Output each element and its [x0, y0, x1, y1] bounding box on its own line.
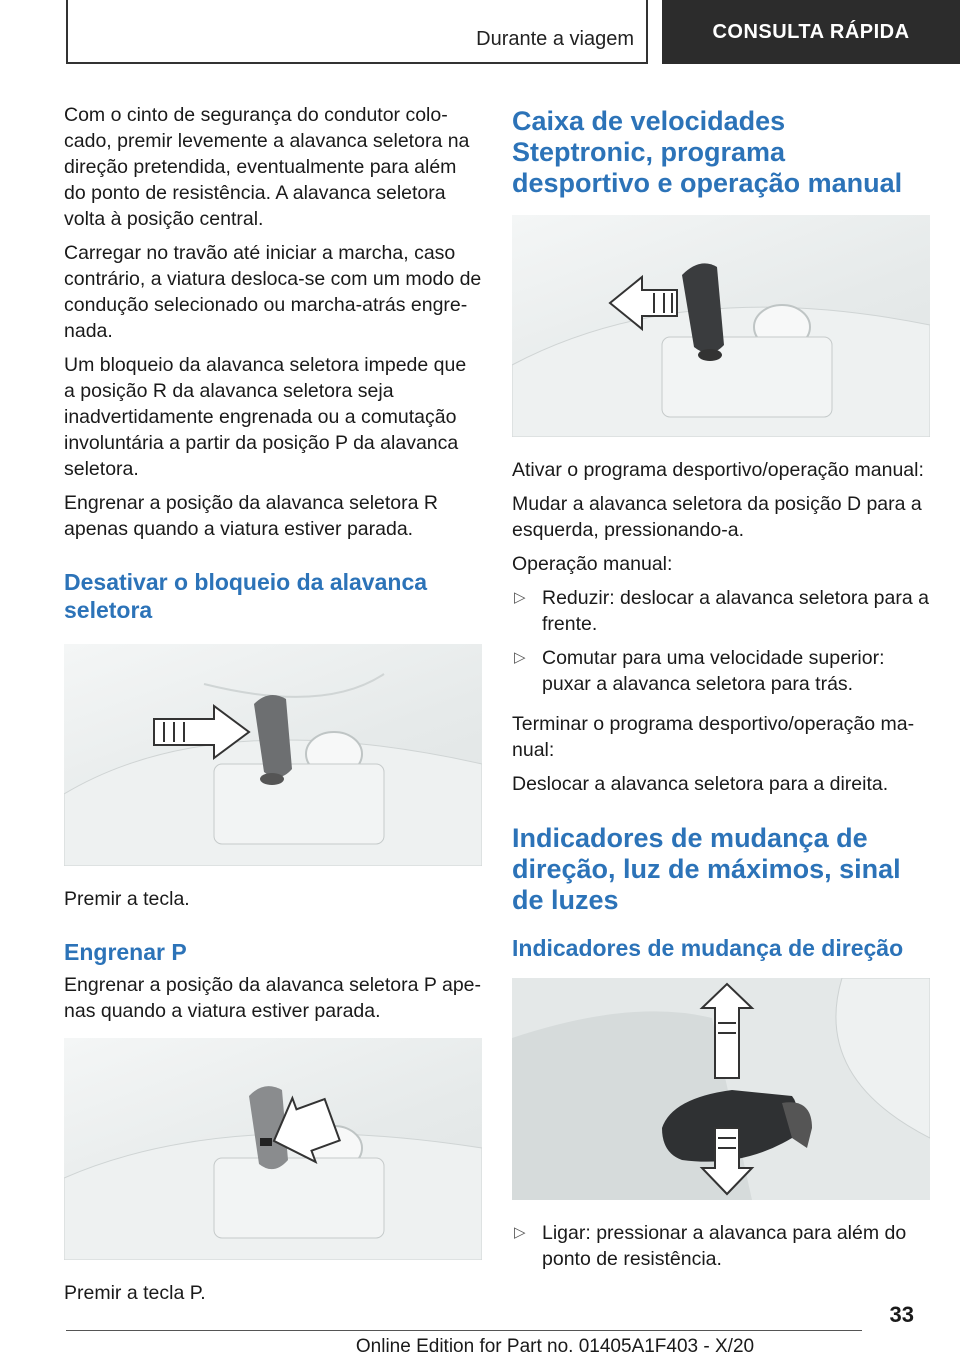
paragraph: Carregar no travão até iniciar a marcha, caso contrário, a viatura desloca-se com um modo de condução selecionado ou marcha-atrás engrenada.	[64, 242, 482, 342]
figure-caption: Premir a tecla P.	[64, 1282, 206, 1304]
left-column	[64, 102, 482, 1314]
heading-unlock-selector: Desativar o bloqueio da alavanca seletora	[64, 569, 428, 623]
list-manual-operation	[512, 585, 930, 697]
figure-caption: Premir a tecla.	[64, 888, 190, 910]
heading-turn-signals: Indicadores de mudança de direção, luz de máximos, sinal de luzes	[512, 823, 901, 915]
paragraph: Um bloqueio da alavanca seletora impede que a posição R da alavanca seletora seja inadvertidamente engrenada ou a comutação involuntária a partir da posição P da alavanca seletora.	[64, 354, 467, 480]
right-column	[512, 102, 930, 1286]
paragraph: Ativar o programa desportivo/operação manual:	[512, 459, 924, 481]
list-item: ▷ Reduzir: deslocar a alavanca seletora para a frente.	[514, 587, 929, 635]
footer-divider	[66, 1330, 862, 1331]
page-number: 33	[889, 1302, 914, 1327]
header-section-title: Durante a viagem	[476, 28, 634, 50]
heading-engage-park: Engrenar P	[64, 939, 187, 965]
paragraph: Operação manual:	[512, 553, 673, 575]
paragraph: Com o cinto de segurança do condutor colocado, premir levemente a alavanca seletora na direção pretendida, eventualmente para além do ponto de resistência. A alavanca seletora volta à posição central.	[64, 104, 470, 230]
paragraph: Deslocar a alavanca seletora para a direita.	[512, 773, 889, 795]
paragraph: Terminar o programa desportivo/operação manual:	[512, 713, 915, 761]
list-item: ▷ Comutar para uma velocidade superior: puxar a alavanca seletora para trás.	[514, 647, 885, 695]
figure-selector-unlock	[64, 644, 482, 866]
list-item: ▷ Ligar: pressionar a alavanca para além do ponto de resistência.	[514, 1222, 907, 1270]
figure-park-button	[64, 1038, 482, 1260]
paragraph: Mudar a alavanca seletora da posição D para a esquerda, pressionando-a.	[512, 493, 922, 541]
header-tab-quick-reference[interactable]: CONSULTA RÁPIDA	[662, 0, 960, 64]
bullet-triangle-icon: ▷	[514, 1224, 526, 1241]
figure-steptronic	[512, 215, 930, 437]
paragraph: Engrenar a posição da alavanca seletora P apenas quando a viatura estiver parada.	[64, 974, 482, 1022]
list-turn-indicators	[512, 1220, 930, 1272]
bullet-triangle-icon: ▷	[514, 589, 526, 606]
bullet-triangle-icon: ▷	[514, 649, 526, 666]
heading-steptronic: Caixa de velocidades Steptronic, programa desportivo e operação manual	[512, 106, 903, 198]
figure-turn-indicator-lever	[512, 978, 930, 1200]
heading-turn-indicators: Indicadores de mudança de direção	[512, 935, 904, 961]
paragraph: Engrenar a posição da alavanca seletora R apenas quando a viatura estiver parada.	[64, 492, 438, 540]
footer-edition: Online Edition for Part no. 01405A1F403 - X/20	[355, 1336, 755, 1357]
